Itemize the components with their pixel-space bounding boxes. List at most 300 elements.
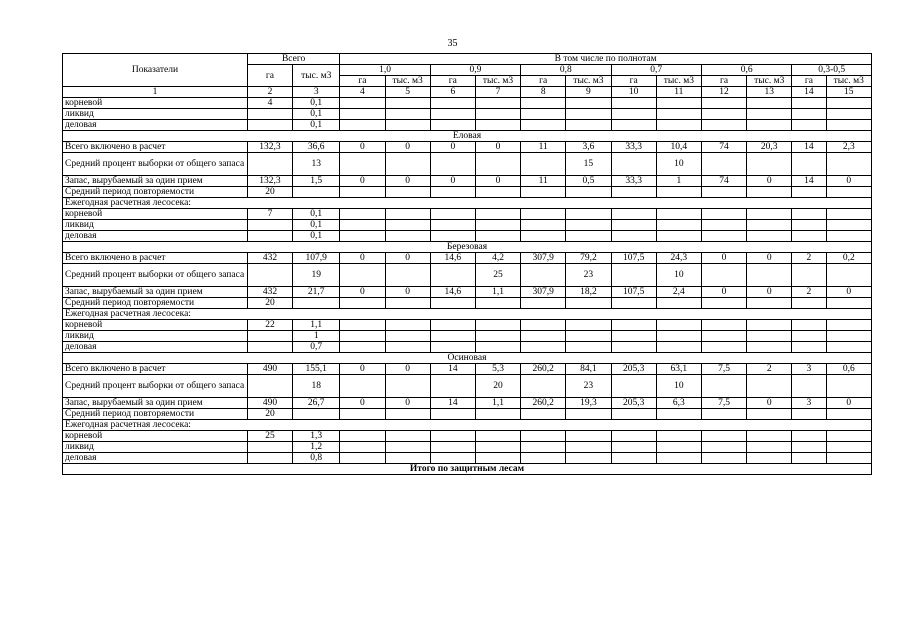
table-row <box>63 187 872 198</box>
table-cell: 307,9 <box>521 253 566 264</box>
table-cell: 0 <box>340 176 385 187</box>
table-cell <box>792 442 826 453</box>
table-cell <box>826 342 872 353</box>
table-cell: 14 <box>430 398 475 409</box>
unit-m3-header: тыс. м3 <box>475 76 520 87</box>
column-number: 7 <box>475 87 520 98</box>
table-cell <box>826 375 872 398</box>
table-cell <box>826 187 872 198</box>
table-cell <box>747 120 792 131</box>
table-cell: 14,6 <box>430 287 475 298</box>
table-cell: 2 <box>792 287 826 298</box>
table-cell: 0,7 <box>293 342 340 353</box>
column-number: 6 <box>430 87 475 98</box>
table-cell <box>611 109 656 120</box>
table-row <box>63 342 872 353</box>
row-label: деловая <box>63 231 248 242</box>
table-cell <box>701 153 746 176</box>
table-cell <box>701 375 746 398</box>
table-cell <box>521 409 566 420</box>
table-cell <box>566 331 611 342</box>
table-cell <box>385 342 430 353</box>
table-cell <box>475 442 520 453</box>
table-cell <box>521 431 566 442</box>
table-cell <box>792 220 826 231</box>
table-cell: 74 <box>701 176 746 187</box>
table-cell <box>340 453 385 464</box>
table-cell: 0,6 <box>826 364 872 375</box>
table-cell <box>792 409 826 420</box>
table-body <box>63 98 872 475</box>
table-cell <box>521 220 566 231</box>
table-cell: 7,5 <box>701 364 746 375</box>
table-cell <box>656 431 701 442</box>
table-cell: 10 <box>656 153 701 176</box>
table-cell <box>521 264 566 287</box>
table-cell <box>247 109 292 120</box>
table-cell <box>475 453 520 464</box>
table-cell: 0,1 <box>293 231 340 242</box>
table-cell <box>701 342 746 353</box>
table-cell <box>747 220 792 231</box>
table-cell <box>792 209 826 220</box>
table-cell <box>611 120 656 131</box>
table-cell: 13 <box>293 153 340 176</box>
table-cell: 132,3 <box>247 176 292 187</box>
table-cell <box>385 264 430 287</box>
table-cell <box>701 209 746 220</box>
table-cell <box>430 153 475 176</box>
table-row <box>63 231 872 242</box>
table-cell: 0 <box>826 176 872 187</box>
row-label: корневой <box>63 320 248 331</box>
table-cell: 0,5 <box>566 176 611 187</box>
table-cell <box>340 431 385 442</box>
table-row <box>63 375 872 398</box>
table-cell <box>701 264 746 287</box>
table-header <box>63 54 872 98</box>
total-header: Всего <box>247 54 339 65</box>
table-cell <box>247 264 292 287</box>
table-cell <box>826 431 872 442</box>
table-row <box>63 109 872 120</box>
table-cell <box>611 187 656 198</box>
section-row <box>63 131 872 142</box>
table-cell <box>430 98 475 109</box>
table-cell: 0,1 <box>293 220 340 231</box>
table-cell <box>340 320 385 331</box>
table-cell: 20 <box>247 298 292 309</box>
table-cell: 33,3 <box>611 176 656 187</box>
table-cell <box>826 331 872 342</box>
table-cell: 0 <box>340 142 385 153</box>
table-cell: 107,5 <box>611 287 656 298</box>
table-cell <box>340 298 385 309</box>
table-cell <box>521 298 566 309</box>
table-cell: 3 <box>792 398 826 409</box>
table-cell: 307,9 <box>521 287 566 298</box>
row-label: Средний процент выборки от общего запаса <box>63 375 248 398</box>
table-cell <box>385 98 430 109</box>
table-cell <box>430 220 475 231</box>
unit-m3-header: тыс. м3 <box>656 76 701 87</box>
table-cell: 3 <box>792 364 826 375</box>
table-cell <box>611 220 656 231</box>
table-cell <box>430 120 475 131</box>
row-label: деловая <box>63 342 248 353</box>
total-title: Итого по защитным лесам <box>63 464 872 475</box>
table-cell: 0 <box>385 287 430 298</box>
table-cell <box>747 209 792 220</box>
table-row <box>63 198 872 209</box>
table-cell: 0,1 <box>293 98 340 109</box>
table-cell <box>656 209 701 220</box>
table-cell <box>656 109 701 120</box>
column-number: 13 <box>747 87 792 98</box>
table-cell <box>792 453 826 464</box>
table-cell: 36,6 <box>293 142 340 153</box>
table-cell: 0 <box>747 176 792 187</box>
table-cell: 0 <box>340 364 385 375</box>
table-cell: 1,5 <box>293 176 340 187</box>
table-cell <box>611 98 656 109</box>
table-cell: 260,2 <box>521 398 566 409</box>
table-row <box>63 442 872 453</box>
table-cell <box>747 231 792 242</box>
column-number: 2 <box>247 87 292 98</box>
row-label: Всего включено в расчет <box>63 253 248 264</box>
table-cell <box>747 431 792 442</box>
table-cell <box>385 442 430 453</box>
table-cell: 10 <box>656 375 701 398</box>
table-cell <box>826 298 872 309</box>
table-cell: 10,4 <box>656 142 701 153</box>
table-cell <box>430 320 475 331</box>
table-cell <box>826 98 872 109</box>
table-cell <box>521 98 566 109</box>
table-cell <box>792 331 826 342</box>
table-cell <box>385 120 430 131</box>
row-label: Средний период повторяемости <box>63 298 248 309</box>
table-cell <box>826 120 872 131</box>
table-cell: 0 <box>747 253 792 264</box>
table-cell <box>656 231 701 242</box>
table-cell: 20,3 <box>747 142 792 153</box>
table-cell: 260,2 <box>521 364 566 375</box>
table-cell <box>826 231 872 242</box>
table-cell <box>656 98 701 109</box>
table-cell: 0 <box>385 176 430 187</box>
table-cell <box>340 209 385 220</box>
column-number: 15 <box>826 87 872 98</box>
table-cell: 23 <box>566 264 611 287</box>
table-cell <box>521 375 566 398</box>
table-cell: 14 <box>430 364 475 375</box>
table-cell <box>566 187 611 198</box>
table-cell: 0 <box>701 253 746 264</box>
table-cell: 24,3 <box>656 253 701 264</box>
table-cell: 0 <box>826 398 872 409</box>
table-cell <box>826 109 872 120</box>
table-cell <box>611 375 656 398</box>
table-cell: 0 <box>385 142 430 153</box>
table-cell: 0 <box>430 142 475 153</box>
table-cell: 1,2 <box>293 442 340 453</box>
table-cell <box>611 209 656 220</box>
table-cell <box>701 98 746 109</box>
table-cell <box>747 409 792 420</box>
table-cell <box>826 209 872 220</box>
table-cell: 22 <box>247 320 292 331</box>
table-cell <box>430 331 475 342</box>
table-cell <box>656 331 701 342</box>
table-cell: 1,1 <box>293 320 340 331</box>
table-cell <box>340 220 385 231</box>
table-cell <box>747 375 792 398</box>
row-label: Запас, вырубаемый за один прием <box>63 287 248 298</box>
table-row <box>63 220 872 231</box>
table-cell: 0 <box>340 253 385 264</box>
table-cell <box>293 298 340 309</box>
table-cell <box>340 187 385 198</box>
table-cell <box>656 298 701 309</box>
table-row <box>63 431 872 442</box>
table-cell <box>747 342 792 353</box>
table-cell <box>475 209 520 220</box>
table-cell <box>611 442 656 453</box>
table-cell <box>430 187 475 198</box>
total-ha-header: га <box>247 65 292 87</box>
column-number: 14 <box>792 87 826 98</box>
table-cell <box>611 453 656 464</box>
table-cell <box>611 431 656 442</box>
table-cell: 4 <box>247 98 292 109</box>
row-label: Запас, вырубаемый за один прием <box>63 398 248 409</box>
column-number: 5 <box>385 87 430 98</box>
table-cell <box>792 320 826 331</box>
table-cell <box>792 153 826 176</box>
table-cell <box>293 187 340 198</box>
table-cell <box>792 109 826 120</box>
table-cell <box>385 209 430 220</box>
unit-ha-header: га <box>340 76 385 87</box>
table-cell: 84,1 <box>566 364 611 375</box>
table-cell: 20 <box>475 375 520 398</box>
indicators-header: Показатели <box>63 54 248 87</box>
table-cell <box>611 298 656 309</box>
table-cell: 2,4 <box>656 287 701 298</box>
table-cell <box>701 431 746 442</box>
table-cell <box>566 320 611 331</box>
row-label: Средний период повторяемости <box>63 409 248 420</box>
table-cell <box>475 120 520 131</box>
table-cell <box>385 331 430 342</box>
table-row <box>63 264 872 287</box>
table-cell <box>656 453 701 464</box>
row-label: Ежегодная расчетная лесосека: <box>63 420 872 431</box>
table-cell: 2,3 <box>826 142 872 153</box>
table-row <box>63 142 872 153</box>
table-cell <box>792 98 826 109</box>
table-cell <box>747 320 792 331</box>
column-number: 12 <box>701 87 746 98</box>
table-cell <box>385 431 430 442</box>
table-cell <box>701 298 746 309</box>
table-cell <box>247 342 292 353</box>
table-row <box>63 409 872 420</box>
table-cell <box>430 209 475 220</box>
table-cell <box>701 409 746 420</box>
table-cell <box>340 109 385 120</box>
column-number: 1 <box>63 87 248 98</box>
table-cell <box>611 231 656 242</box>
table-cell: 0 <box>385 398 430 409</box>
table-cell <box>385 153 430 176</box>
table-row <box>63 331 872 342</box>
column-number: 11 <box>656 87 701 98</box>
unit-ha-header: га <box>701 76 746 87</box>
table-cell <box>521 442 566 453</box>
table-cell <box>701 187 746 198</box>
table-cell <box>385 298 430 309</box>
unit-ha-header: га <box>430 76 475 87</box>
table-cell <box>747 187 792 198</box>
table-cell <box>340 264 385 287</box>
table-row <box>63 364 872 375</box>
table-cell: 107,9 <box>293 253 340 264</box>
table-cell <box>521 453 566 464</box>
table-cell <box>475 153 520 176</box>
table-cell <box>792 298 826 309</box>
row-label: ликвид <box>63 442 248 453</box>
table-cell <box>385 409 430 420</box>
section-row <box>63 353 872 364</box>
table-cell: 63,1 <box>656 364 701 375</box>
table-cell <box>521 187 566 198</box>
row-label: Средний процент выборки от общего запаса <box>63 264 248 287</box>
table-cell <box>611 153 656 176</box>
table-cell <box>792 120 826 131</box>
unit-ha-header: га <box>792 76 826 87</box>
table-cell: 1,1 <box>475 287 520 298</box>
table-cell <box>566 431 611 442</box>
row-label: ликвид <box>63 331 248 342</box>
table-cell <box>566 98 611 109</box>
table-cell: 20 <box>247 409 292 420</box>
table-cell <box>385 187 430 198</box>
table-cell: 0 <box>475 176 520 187</box>
table-cell: 205,3 <box>611 364 656 375</box>
table-cell <box>521 342 566 353</box>
table-cell <box>385 453 430 464</box>
table-cell <box>792 231 826 242</box>
table-cell: 18 <box>293 375 340 398</box>
table-cell <box>247 120 292 131</box>
table-cell <box>611 264 656 287</box>
table-cell <box>792 187 826 198</box>
row-label: корневой <box>63 209 248 220</box>
page-number: 35 <box>447 38 458 49</box>
table-cell <box>566 220 611 231</box>
table-cell: 0 <box>385 364 430 375</box>
table-cell <box>747 98 792 109</box>
table-cell: 25 <box>475 264 520 287</box>
table-cell <box>566 109 611 120</box>
table-cell <box>475 431 520 442</box>
table-cell <box>521 120 566 131</box>
table-cell <box>475 331 520 342</box>
table-cell <box>566 120 611 131</box>
table-cell <box>566 298 611 309</box>
table-cell <box>247 442 292 453</box>
total-m3-header: тыс. м3 <box>293 65 340 87</box>
table-cell: 0,1 <box>293 209 340 220</box>
table-cell <box>475 298 520 309</box>
table-row <box>63 320 872 331</box>
table-cell: 0,2 <box>826 253 872 264</box>
table-cell <box>385 220 430 231</box>
density-header: 0,7 <box>611 65 701 76</box>
table-cell <box>747 331 792 342</box>
table-cell: 1,3 <box>293 431 340 442</box>
table-cell <box>566 231 611 242</box>
unit-ha-header: га <box>611 76 656 87</box>
table-row <box>63 287 872 298</box>
table-cell: 0 <box>826 287 872 298</box>
table-cell <box>566 453 611 464</box>
table-cell <box>747 109 792 120</box>
table-cell: 2 <box>792 253 826 264</box>
table-cell: 11 <box>521 142 566 153</box>
density-header: 1,0 <box>340 65 430 76</box>
table-cell <box>340 153 385 176</box>
table-cell <box>521 331 566 342</box>
unit-m3-header: тыс. м3 <box>566 76 611 87</box>
table-cell <box>701 120 746 131</box>
table-cell <box>340 442 385 453</box>
table-cell <box>792 342 826 353</box>
table-cell <box>611 320 656 331</box>
table-cell: 14,6 <box>430 253 475 264</box>
table-cell: 1 <box>293 331 340 342</box>
unit-m3-header: тыс. м3 <box>826 76 872 87</box>
table-cell: 10 <box>656 264 701 287</box>
table-cell <box>247 220 292 231</box>
table-cell <box>747 153 792 176</box>
table-cell: 0,8 <box>293 453 340 464</box>
table-cell <box>792 375 826 398</box>
column-number: 3 <box>293 87 340 98</box>
table-cell <box>826 320 872 331</box>
table-row <box>63 420 872 431</box>
table-cell <box>340 342 385 353</box>
table-cell: 7 <box>247 209 292 220</box>
table-row <box>63 298 872 309</box>
table-cell <box>475 320 520 331</box>
table-cell <box>826 409 872 420</box>
table-cell <box>430 453 475 464</box>
table-cell <box>701 453 746 464</box>
table-cell: 155,1 <box>293 364 340 375</box>
table-row <box>63 453 872 464</box>
table-cell: 33,3 <box>611 142 656 153</box>
table-cell <box>340 331 385 342</box>
row-label: Ежегодная расчетная лесосека: <box>63 198 872 209</box>
table-cell <box>566 442 611 453</box>
column-number: 4 <box>340 87 385 98</box>
table-cell: 107,5 <box>611 253 656 264</box>
table-cell <box>340 231 385 242</box>
